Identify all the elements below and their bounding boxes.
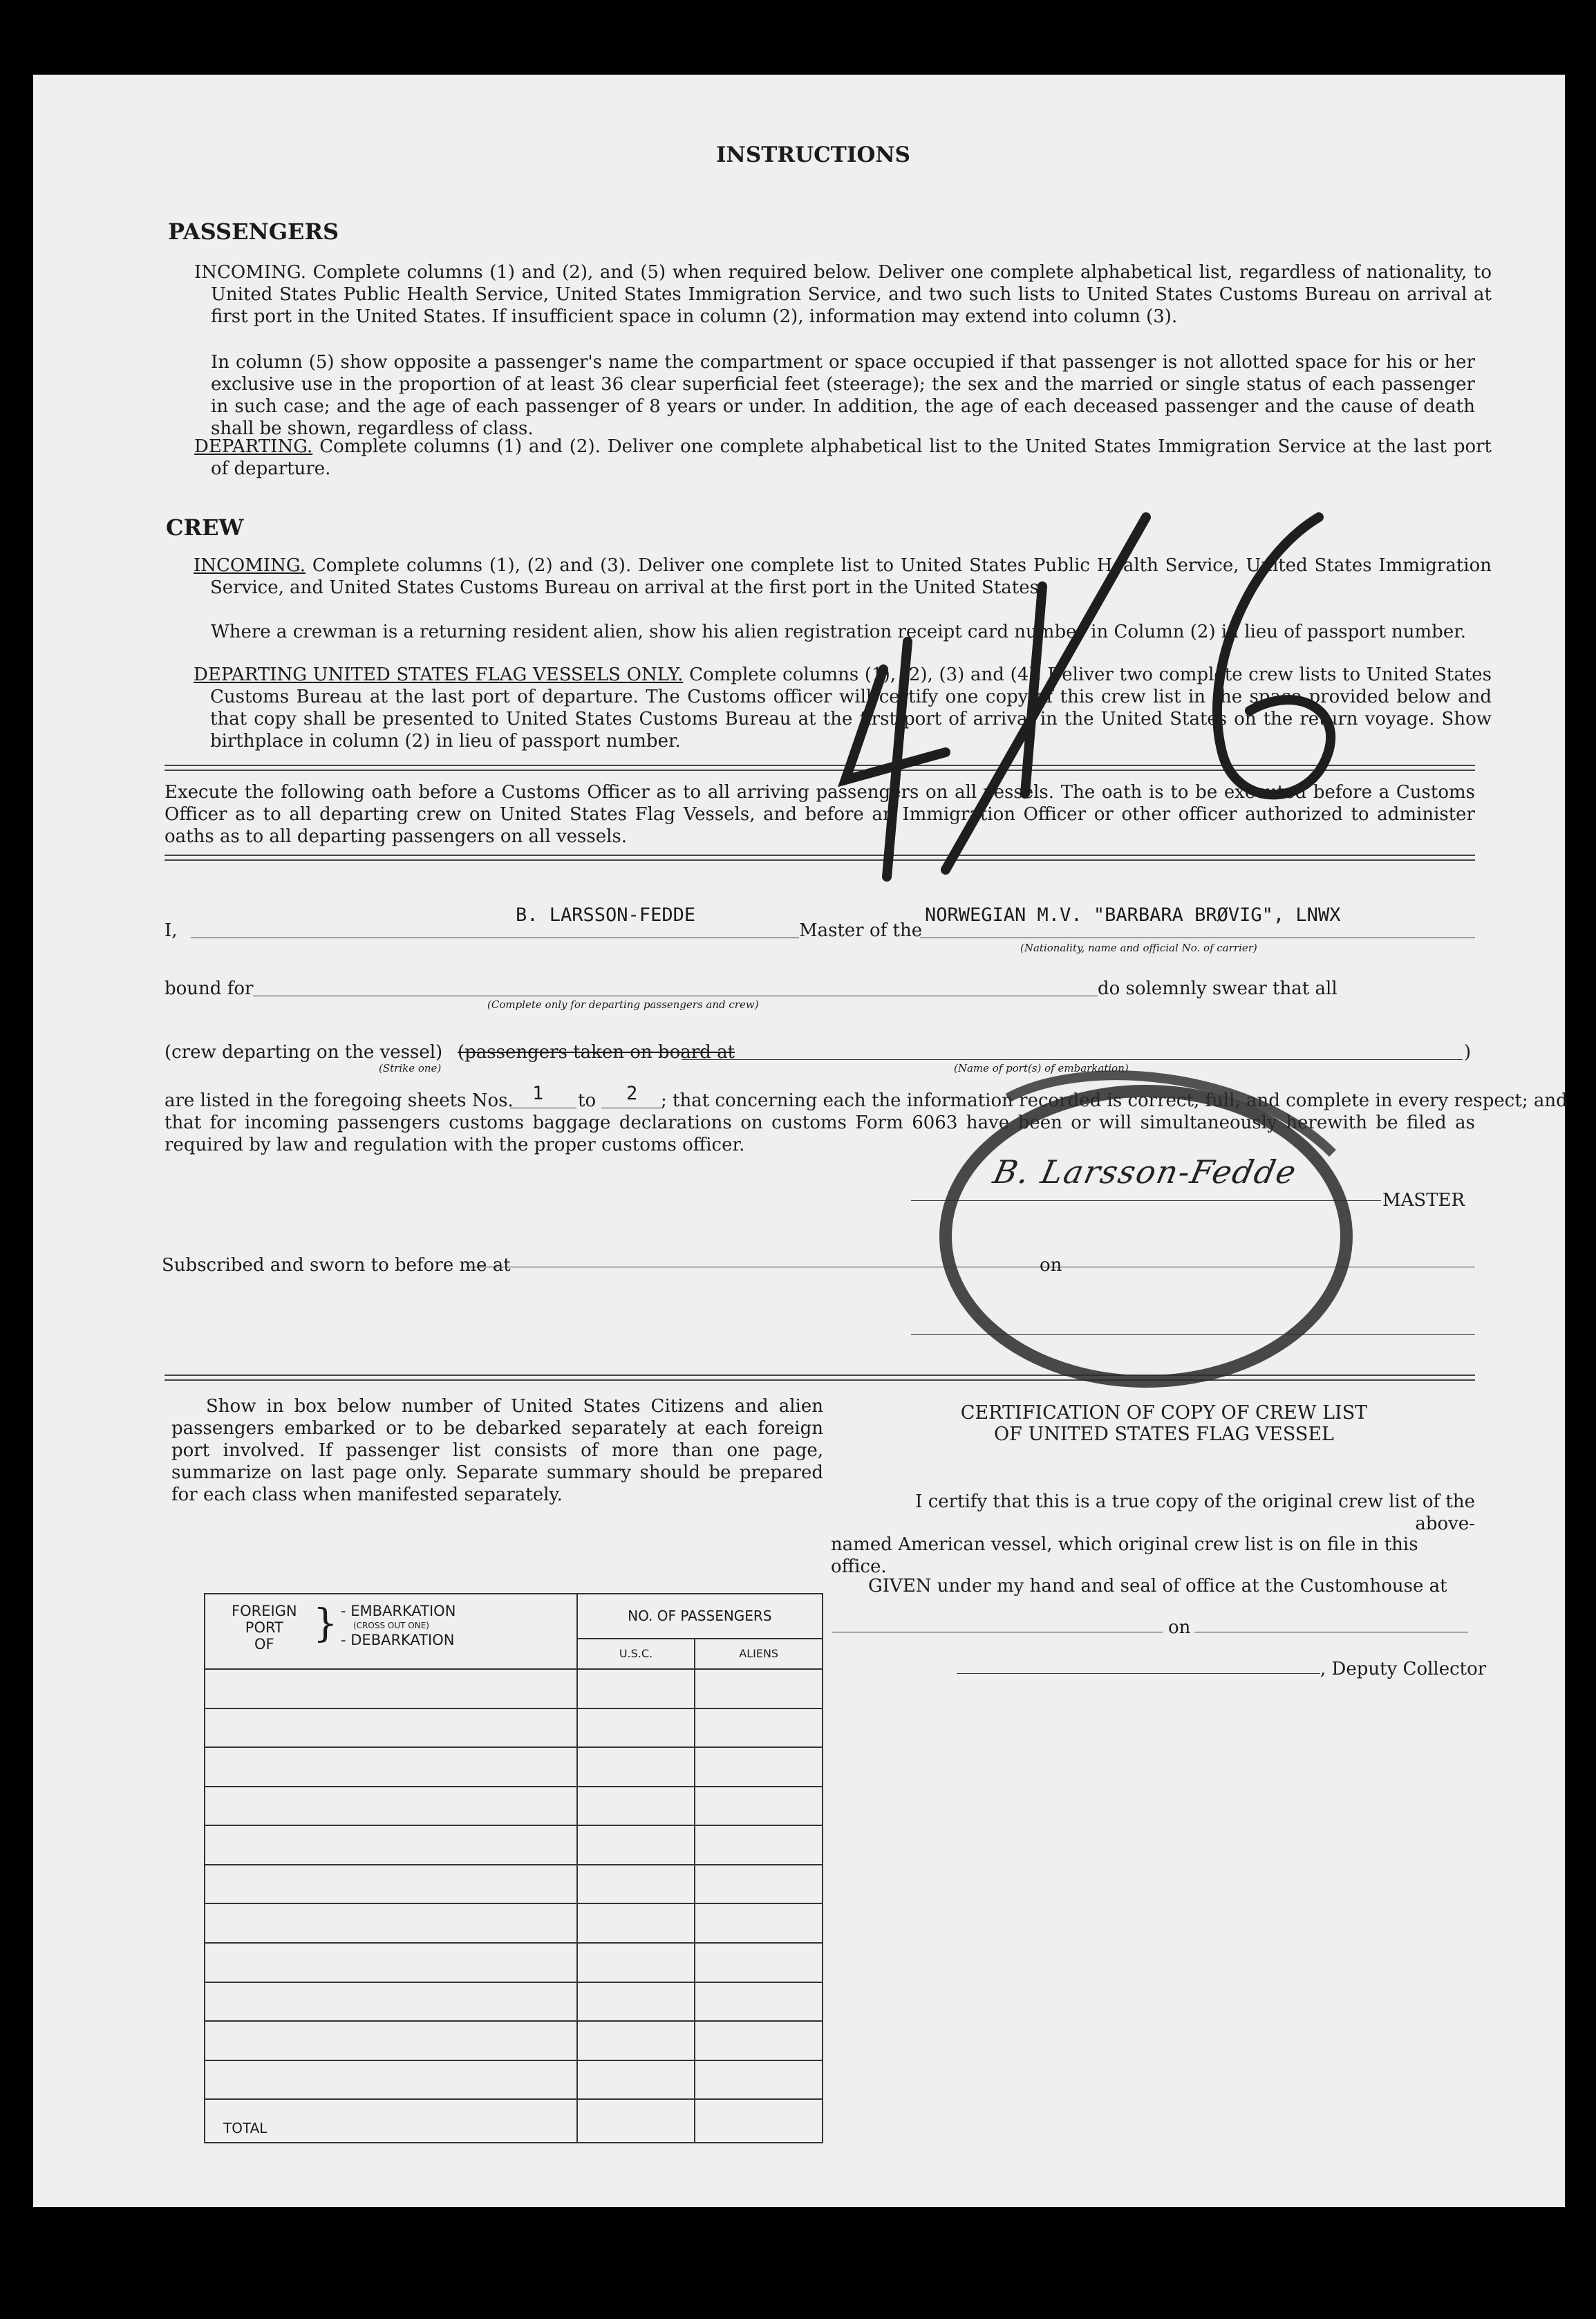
passengers-departing-label: DEPARTING. — [194, 436, 313, 457]
port-row — [205, 1669, 823, 1708]
crew-departing-label: DEPARTING UNITED STATES FLAG VESSELS ONLY. — [194, 664, 684, 685]
aliens-cell[interactable] — [695, 1825, 823, 1865]
cross-out-label: (CROSS OUT ONE) — [353, 1621, 429, 1630]
total-label: TOTAL — [205, 2099, 577, 2143]
divider — [165, 770, 1475, 771]
divider — [165, 855, 1475, 856]
port-cell[interactable] — [205, 2021, 577, 2060]
close-paren: ) — [1464, 1042, 1472, 1063]
passengers-departing-text: Complete columns (1) and (2). Deliver one complete alphabetical list to the United States Immigration Service at the last port of departure. — [211, 436, 1492, 479]
signature-line — [911, 1200, 1381, 1201]
port-cell[interactable] — [205, 1903, 577, 1943]
usc-cell[interactable] — [577, 1669, 695, 1708]
crew-incoming-text: Complete columns (1), (2) and (3). Deliver one complete list to United States Public Health Service, United States Immigration Service, and United States Customs Bureau on arrival at the first port in the United States. — [210, 555, 1492, 598]
port-row — [205, 1787, 823, 1826]
aliens-cell[interactable] — [695, 1903, 823, 1943]
usc-cell[interactable] — [577, 1825, 695, 1865]
certification-given-text: GIVEN under my hand and seal of office at the Customhouse at — [868, 1576, 1447, 1596]
port-cell[interactable] — [205, 1865, 577, 1904]
passenger-summary-table — [204, 1593, 823, 2143]
port-cell[interactable] — [205, 1982, 577, 2022]
port-row — [205, 2021, 823, 2060]
officer-signature-line — [911, 1334, 1475, 1335]
sheets-text-first: ; that concerning each the information recorded is correct, full, and complete in every respect; and — [661, 1090, 1568, 1111]
certification-heading — [922, 1402, 1406, 1445]
swear-text: do solemnly swear that all — [1098, 978, 1337, 999]
total-usc-cell[interactable] — [577, 2099, 695, 2143]
usc-cell[interactable] — [577, 1865, 695, 1904]
usc-cell[interactable] — [577, 1747, 695, 1787]
deputy-collector-label: , Deputy Collector — [1320, 1659, 1487, 1679]
crew-alien-paragraph: Where a crewman is a returning resident alien, show his alien registration receipt card number in Column (2) in lieu of passport number. — [211, 622, 1467, 642]
port-row — [205, 1903, 823, 1943]
usc-cell[interactable] — [577, 1943, 695, 1982]
no-passengers-header: NO. OF PASSENGERS — [577, 1594, 823, 1639]
master-name-field[interactable]: B. LARSSON-FEDDE — [516, 904, 696, 926]
port-caption: (Name of port(s) of embarkation) — [954, 1062, 1129, 1074]
crew-incoming-paragraph — [194, 555, 1492, 599]
divider — [165, 1379, 1475, 1381]
debarkation-label: - DEBARKATION — [341, 1632, 455, 1648]
aliens-cell[interactable] — [695, 1943, 823, 1982]
port-row — [205, 1943, 823, 1982]
passengers-heading: PASSENGERS — [168, 218, 339, 245]
brace-icon: } — [313, 1601, 338, 1646]
struck-passengers-text: (passengers taken on board at — [458, 1042, 735, 1063]
port-row — [205, 1708, 823, 1748]
certification-heading-line2: OF UNITED STATES FLAG VESSEL — [994, 1424, 1334, 1445]
bound-caption: (Complete only for departing passengers and crew) — [487, 998, 759, 1011]
usc-cell[interactable] — [577, 2021, 695, 2060]
aliens-cell[interactable] — [695, 1787, 823, 1826]
certification-heading-line1: CERTIFICATION OF COPY OF CREW LIST — [960, 1402, 1368, 1424]
certification-text-line2: named American vessel, which original crew list is on file in this office. — [831, 1534, 1418, 1577]
master-label: MASTER — [1382, 1190, 1465, 1211]
certification-on-label: on — [1168, 1617, 1191, 1638]
embarkation-label: - EMBARKATION — [341, 1603, 456, 1619]
usc-cell[interactable] — [577, 1708, 695, 1748]
port-cell[interactable] — [205, 1787, 577, 1826]
document-page — [33, 75, 1568, 2207]
port-row — [205, 2060, 823, 2100]
crew-departing-text: Complete columns (1), (2), (3) and (4). Deliver two complete crew lists to United States Customs Bureau at the last port of departure. The Customs officer will certify one copy of this crew list in the space provided below and that copy shall be presented to United States Customs Bureau at the first port of arrival in the United States on the return voyage. Show birthplace in column (2) in lieu of passport number. — [210, 664, 1492, 752]
aliens-cell[interactable] — [695, 2021, 823, 2060]
passengers-departing-paragraph — [194, 436, 1492, 480]
crew-heading: CREW — [166, 514, 244, 541]
crew-incoming-label: INCOMING. — [194, 555, 306, 576]
usc-header: U.S.C. — [577, 1639, 695, 1669]
port-row — [205, 1982, 823, 2022]
master-signature: B. Larsson-Fedde — [990, 1153, 1301, 1191]
foreign-port-label: FOREIGN PORT OF — [232, 1603, 297, 1652]
vessel-caption: (Nationality, name and official No. of carrier) — [1020, 942, 1257, 954]
passengers-column5-paragraph: In column (5) show opposite a passenger's name the compartment or space occupied if that passenger is not allotted space for his or her exclusive use in the proportion of at least 36 clear superficial feet (steerage); the sex and the married or single status of each passenger in such case; and the age of each passenger of 8 years or under. In addition, the age of each deceased passenger and the cause of death shall be shown, regardless of class. — [211, 352, 1475, 439]
oath-i-label: I, — [165, 920, 178, 941]
summary-instructions: Show in box below number of United States Citizens and alien passengers embarked or to be debarked separately at each foreign port involved. If passenger list consists of more than one page, summarize on last page only. Separate summary should be prepared for each class when manifested separately. — [171, 1396, 823, 1505]
sheets-text-rest: that for incoming passengers customs baggage declarations on customs Form 6063 have been or will simultaneously herewith be filed as required by law and regulation with the proper customs officer. — [165, 1112, 1475, 1155]
usc-cell[interactable] — [577, 2060, 695, 2100]
aliens-cell[interactable] — [695, 1708, 823, 1748]
aliens-header: ALIENS — [695, 1639, 823, 1669]
usc-cell[interactable] — [577, 1787, 695, 1826]
divider — [165, 859, 1475, 861]
passengers-incoming-label: INCOMING. — [194, 262, 306, 283]
usc-cell[interactable] — [577, 1982, 695, 2022]
master-of-label: Master of the — [799, 920, 923, 941]
port-cell[interactable] — [205, 1708, 577, 1748]
port-cell[interactable] — [205, 1747, 577, 1787]
usc-cell[interactable] — [577, 1903, 695, 1943]
port-line — [682, 1059, 1463, 1060]
sheets-prefix: are listed in the foregoing sheets Nos. — [165, 1090, 514, 1111]
port-row — [205, 1825, 823, 1865]
strike-caption: (Strike one) — [379, 1062, 442, 1074]
port-cell[interactable] — [205, 1669, 577, 1708]
deputy-collector-line — [957, 1673, 1320, 1674]
to-label: to — [578, 1090, 597, 1111]
port-row — [205, 1865, 823, 1904]
page-title: INSTRUCTIONS — [716, 142, 911, 167]
sheet-to-field[interactable]: 2 — [626, 1083, 638, 1104]
aliens-cell[interactable] — [695, 1669, 823, 1708]
passengers-incoming-text: Complete columns (1) and (2), and (5) when required below. Deliver one complete alphabetical list, regardless of nationality, to United States Public Health Service, United States Immigration Service, and two such lists to United States Customs Bureau on arrival at first port in the United States. If insufficient space in column (2), information may extend into column (3). — [211, 262, 1492, 327]
crew-departing-paragraph — [194, 664, 1492, 752]
aliens-cell[interactable] — [695, 1865, 823, 1904]
port-cell[interactable] — [205, 2060, 577, 2100]
crew-departing-text: (crew departing on the vessel) — [165, 1042, 443, 1063]
subscribed-on-label: on — [1040, 1255, 1062, 1276]
certification-text-line1: I certify that this is a true copy of the original crew list of the above- — [915, 1491, 1475, 1534]
oath-instruction: Execute the following oath before a Customs Officer as to all arriving passengers on all vessels. The oath is to be executed before a Customs Officer as to all departing crew on United States Flag Vessels, and before an Immigration Officer or other officer authorized to administer oaths as to all departing passengers on all vessels. — [165, 782, 1475, 847]
foreign-port-header — [205, 1594, 577, 1669]
bound-for-label: bound for — [165, 978, 254, 999]
port-cell[interactable] — [205, 1825, 577, 1865]
subscribed-label: Subscribed and sworn to before me at — [162, 1255, 511, 1276]
aliens-cell[interactable] — [695, 1747, 823, 1787]
aliens-cell[interactable] — [695, 2060, 823, 2100]
sheet-from-field[interactable]: 1 — [532, 1083, 544, 1104]
aliens-cell[interactable] — [695, 1982, 823, 2022]
passengers-incoming-paragraph — [194, 261, 1492, 328]
divider — [165, 1375, 1475, 1376]
port-cell[interactable] — [205, 1943, 577, 1982]
port-row — [205, 1747, 823, 1787]
divider — [165, 765, 1475, 766]
total-aliens-cell[interactable] — [695, 2099, 823, 2143]
vessel-field[interactable]: NORWEGIAN M.V. "BARBARA BRØVIG", LNWX — [925, 904, 1341, 926]
